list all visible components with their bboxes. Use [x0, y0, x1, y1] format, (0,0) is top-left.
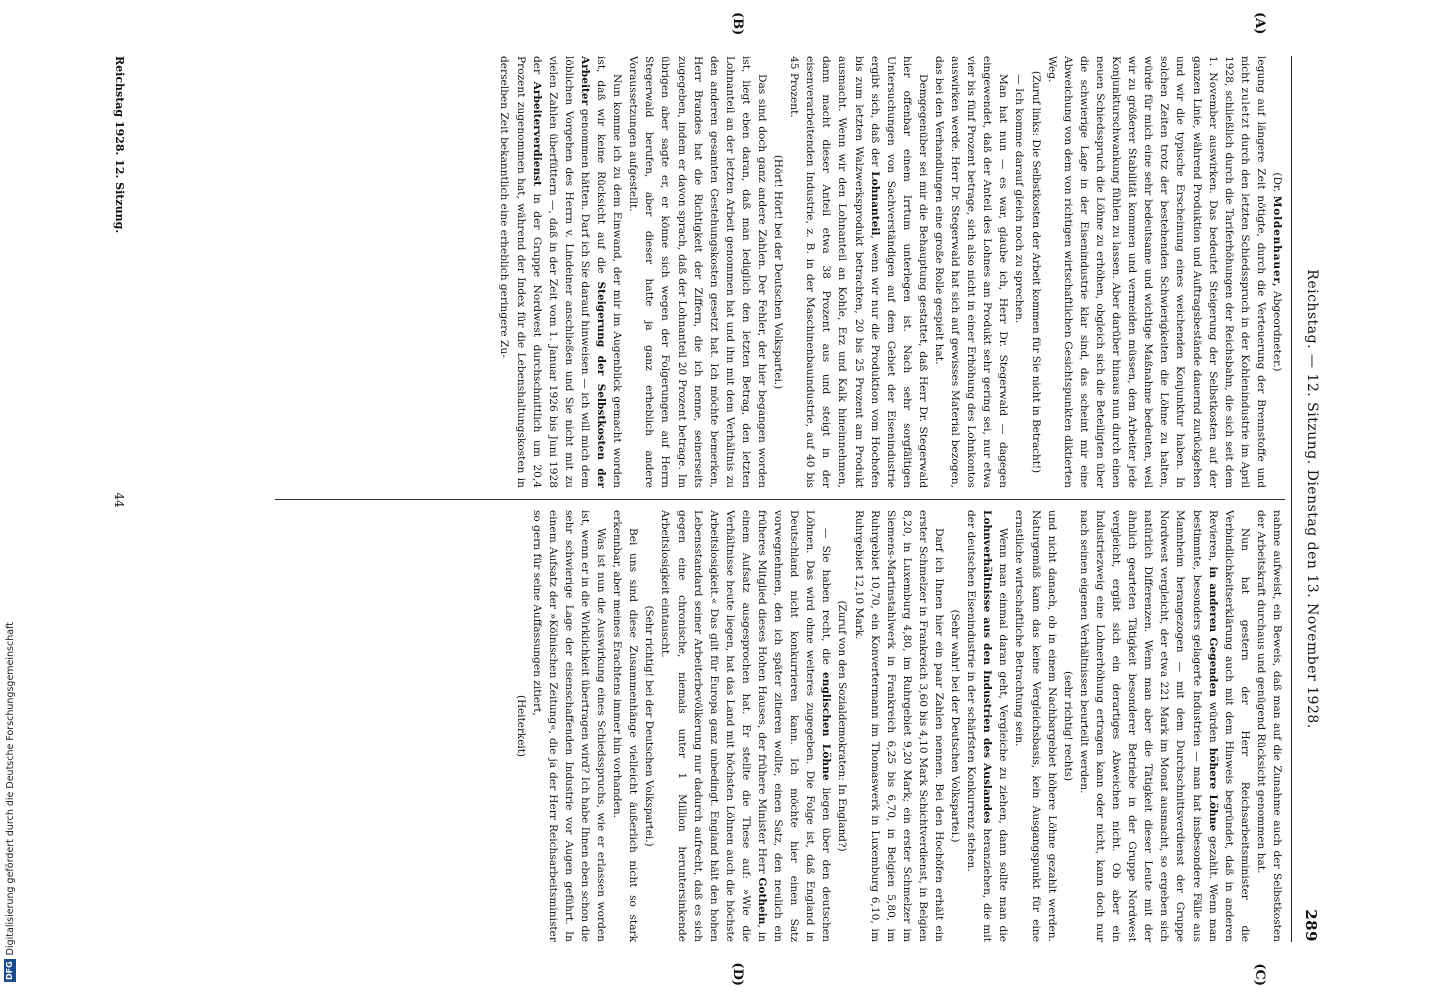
page-number: 289 — [1302, 909, 1320, 942]
interjection: (Zuruf links: Die Selbstkosten der Arbeit kommen für Sie nicht in Betracht!) — [1029, 70, 1042, 474]
interjection: (sehr richtig! rechts) — [1061, 670, 1074, 782]
emphasis: englischen Löhne — [820, 672, 833, 781]
text-run: Nun hat gestern der Herr Reichsarbeitsminister die Verbindlichkeitserklärung auch mit dem Hinweis begründet, daß in anderen Revieren, — [1206, 510, 1251, 942]
interjection: (Zuruf von den Sozialdemokraten: In England?) — [836, 600, 849, 852]
paragraph — [963, 510, 1011, 942]
paragraph: Bei uns sind diese Zusammenhänge vielleicht äußerlich nicht so stark erkennbar, aber meines Erachtens immer hin vorhanden. — [611, 510, 640, 942]
interjection: (Sehr wahr! bei der Deutschen Volkspartei.) — [949, 609, 962, 843]
interjection: (Heiterkeit) — [514, 695, 527, 757]
text-run: durch den letzten Schiedsspruch in der Kohlenindustrie im April 1928, schließlich durch die Tariferhöhungen der Reichsbahn, die sich seit dem 1. November auswirken. Das bedeutet Steigerung der Selbstkosten auf der ganzen Linie, während Produktion und Auftragsbestände dauernd zurückgehen und wir die typische Erscheinung eines weichenden Konjunktur haben. In solchen Zeiten trotz der bestehenden Schwierigkeiten die Löhne zu halten, würde für mich eine sehr bedeutsame und wichtige Maßnahme bedeuten, weil wir zu größerer Stabilität kommen und vermeiden müssen, dem Arbeiter jede Konjunkturschwankung fühlen zu lassen. Aber darüber hinaus nun durch einen neuen Schiedsspruch die Löhne zu erhöhen, obgleich sich die Beteiligten über die schwierige Lage in der Eisenindustrie klar sind, das scheint mir eine Abweichung von dem von richtigen wirtschaftlichen Gesichtspunkten diktierten Weg. — [1045, 56, 1251, 489]
text-run: liegen über den deutschen Löhnen. Das wird ohne weiteres zugegeben. Die Folge ist, daß England in Deutschland nicht konkurrieren kann. Ich möchte hier einen Satz vorwegnehmen, den ich später zitieren wollte, einen Satz, den neulich ein früheres Mitglied dieses Hohen Hauses, der frühere Minister Herr — [756, 510, 833, 942]
text-run: Wenn man einmal daran geht, Vergleiche zu ziehen, dann sollte man die — [997, 528, 1010, 942]
text-run: heranziehen, die mit der deutschen Eisenindustrie in der schärfsten Konkurrenz stehen. — [965, 510, 994, 943]
paragraph: Darf ich Ihnen hier ein paar Zahlen nennen. Bei den Hochöfen erhält ein erster Schmelzer in Frankreich 3,60 bis 4,10 Mark Schichtverdienst, in Belgien 8,20, in Luxemburg 4,80, im Ruhrgebiet 9,20 Mark; ein erster Schmelzer im Siemens-Martinstahlwerk in Frankreich 6,25 bis 6,70, in Belgien 5,80, im Ruhrgebiet 10,70, ein Konvertermann im Thomaswerk in Luxemburg 6,10, im Ruhrgebiet 12,10 Mark. — [852, 510, 946, 942]
dfg-logo: DFG — [5, 961, 14, 980]
paragraph: Das sind doch ganz andere Zahlen. Der Fehler, der hier begangen worden ist, liegt eben daran, daß man lediglich den letzten Betrag, den letzten Lohnanteil an der letzten Arbeit genommen hat und ihn mit dem Verhältnis zu den anderen gesamten Gestehungskosten gesetzt hat. Ich möchte bemerken, Herr Brandes hat die Richtigkeit der Ziffern, die ich nenne, seinerseits zugegeben, indem er davon sprach, daß der Lohnanteil 20 Prozent betrage. Im übrigen aber sagte er, er könne sich wegen der Folgerungen auf Herrn Stegerwald berufen, aber dieser hatte ja ganz erheblich andere Voraussetzungen aufgestellt. — [627, 56, 768, 488]
emphasis: Lohnverhältnisse aus den Industrien des Auslandes — [981, 510, 994, 824]
right-column — [195, 510, 1285, 986]
document-page — [80, 0, 1360, 1000]
paragraph — [786, 56, 931, 488]
margin-marker-c: (C) — [1252, 963, 1267, 986]
paragraph — [1076, 510, 1253, 942]
column-divider — [275, 499, 1285, 500]
credit-text: Digitalisierung gefördert durch die Deutsche Forschungsgemeinschaft — [4, 622, 16, 956]
text-run: , wenn wir nur die Produktion vom Hochofen bis zum letzten Walzwerksprodukt betrachten, 20 bis 25 Prozent am Produkt ausmacht. Wenn wir den Lohnanteil an Kohle, Erz und Kalk hineinnehmen, dann macht dieser Anteil etwa 38 Prozent aus und steigt in der eisenverarbeitenden Industrie, z. B. in der Maschinenbauindustrie, auf 40 bis 45 Prozent. — [788, 56, 881, 488]
speaker-line — [1269, 56, 1285, 488]
footer-source-line: Reichstag 1928. 12. Sitzung. — [113, 56, 126, 234]
two-column-body — [195, 12, 1285, 986]
digitization-credit — [2, 0, 20, 1000]
running-head — [1294, 56, 1320, 942]
emphasis: Arbeiterverdienst — [530, 81, 543, 187]
paragraph: — Ich komme darauf gleich noch zu sprechen. — [1013, 74, 1026, 324]
text-run: Nun komme ich zu dem Einwand, der mir im Augenblick gemacht worden ist, daß wir keine Rücksicht auf die — [595, 56, 624, 488]
speaker-role: Abgeordneter.) — [1271, 290, 1283, 372]
paragraph: nahme aufweist, ein Beweis, daß man auf die Zunahme auch der Selbstkosten der Arbeitskraft durchaus und genügend Rücksicht genommen hat. — [1254, 510, 1283, 942]
left-column — [195, 12, 1285, 489]
text-run: genommen hätten. Darf ich Sie darauf hinweisen — ich will mich dem löblichen Vorgehen des Herrn v. Lindeiner anschließen und Sie nicht mit zu vielen Zahlen überfüttern —, daß in der Zeit vom 1. Januar 1926 bis Juni 1928 der — [530, 56, 591, 488]
margin-marker-a: (A) — [1252, 12, 1267, 35]
speaker-prefix: (Dr. — [1271, 172, 1283, 193]
paragraph: Was ist nun die Auswirkung eines Schiedsspruchs, wie er erlassen worden ist, wenn er in die Wirklichkeit übertragen wird? Ich habe Ihnen eben schon die sehr schwierige Lage der eisenschaffenden Industrie vor Augen geführt. In einem Aufsatz der »Kölnischen Zeitung«, die ja der Herr Reichsarbeitsminister so gern für seine Auffassungen zitiert, — [530, 510, 608, 942]
running-head-title: Reichstag. — 12. Sitzung. Dienstag den 13. November 1928. — [1304, 269, 1320, 729]
paragraph — [496, 56, 625, 488]
paragraph: Man hat nun — es war, glaube ich, Herr Dr. Stegerwald — dagegen eingewendet, daß der Anteil des Lohnes am Produkt sehr gering sei, nur etwa vier bis fünf Prozent betrage, sich also nicht in einer Erhöhung des Lohnkontos auswirken werde. Herr Dr. Stegerwald hat sich auf gewisses Material bezogen, das bei den Verhandlungen eine große Rolle gespielt hat. — [933, 56, 1010, 488]
text-run: gezahlt. Wenn man bestimmte, besonders gelagerte Industrien — man hat insbesondere Fälle aus Mannheim herangezogen — mit dem Durchschnittsverdienst der Gruppe Nordwest vergleicht, der etwa 221 Mark im Monat ausmacht, so ergeben sich natürlich Differenzen. Wenn man aber die Tätigkeit dieser Leute mit der ähnlich gearteten Tätigkeit besonderer Betriebe in der Gruppe Nordwest vergleicht, ergibt sich ein derartiges Abweichen nicht. Ob aber ein Industriezweig eine Lohnerhöhung ertragen kann oder nicht, kann doch nur nach seinen eigenen Verhältnissen beurteilt werden. — [1077, 510, 1219, 942]
margin-marker-d: (D) — [730, 962, 745, 986]
paragraph — [1044, 56, 1269, 488]
header-rule — [1291, 56, 1292, 942]
interjection: (Sehr richtig! bei der Deutschen Volkspartei.) — [643, 605, 656, 847]
text-run: Demgegenüber sei mir die Behauptung gestattet, daß Herr Dr. Stegerwald hier offenbar einem Irrtum unterlegen ist. Nach sehr sorgfältigen Untersuchungen von Sachverständigen auf dem Gebiet der Eisenindustrie ergibt sich, daß der — [868, 56, 929, 488]
margin-marker-b: (B) — [730, 12, 745, 36]
paragraph — [657, 510, 834, 942]
text-run: legung auf längere Zeit nötigte, durch die Verteuerung der Brennstoffe und nicht — [1238, 56, 1267, 488]
folio-number: 44 — [112, 492, 126, 508]
text-run: in der Gruppe Nordwest durchschnittlich um 20,4 Prozent zugenommen hat, während der Index für die Lebenshaltungskosten in derselben Zeit bekanntlich eine erheblich geringere Zu- — [498, 56, 543, 488]
emphasis: Gothein — [756, 877, 768, 925]
paragraph: und nicht danach, ob in einem Nachbargebiet höhere Löhne gezahlt werden. Naturgemäß kann das keine Vergleichsbasis, kein Ausgangspunkt für eine ernstliche wirtschaftliche Betrachtung sein. — [1013, 510, 1058, 942]
emphasis: Steigerung der Selbstkosten der Arbeiter — [578, 56, 608, 488]
emphasis: höhere Löhne — [1206, 747, 1219, 832]
emphasis: in anderen Gegenden — [1206, 566, 1219, 697]
interjection: (Hört! Hört! bei der Deutschen Volkspartei.) — [772, 154, 785, 390]
text-run: — Sie haben recht, die — [820, 528, 833, 665]
speaker-name: Moldenhauer, — [1271, 195, 1283, 288]
text-run: , in einem Aufsatz ausgesprochen hat. Er stellte die These auf: »Wie die Verhältnisse heute liegen, hat das Land mit höchsten Löhnen auch die höchste Arbeitslosigkeit.« Das gilt für Europa ganz unbedingt. England hält den hohen Lebensstandard seiner Arbeiterbevölkerung nur dadurch aufrecht, daß es sich gegen eine chronische, niemals unter 1 Million heruntersinkende Arbeitslosigkeit eintauscht. — [659, 510, 768, 942]
emphasis: zuletzt — [1238, 87, 1251, 130]
emphasis: Lohnanteil — [868, 171, 881, 236]
text-run: würden — [1206, 701, 1219, 743]
